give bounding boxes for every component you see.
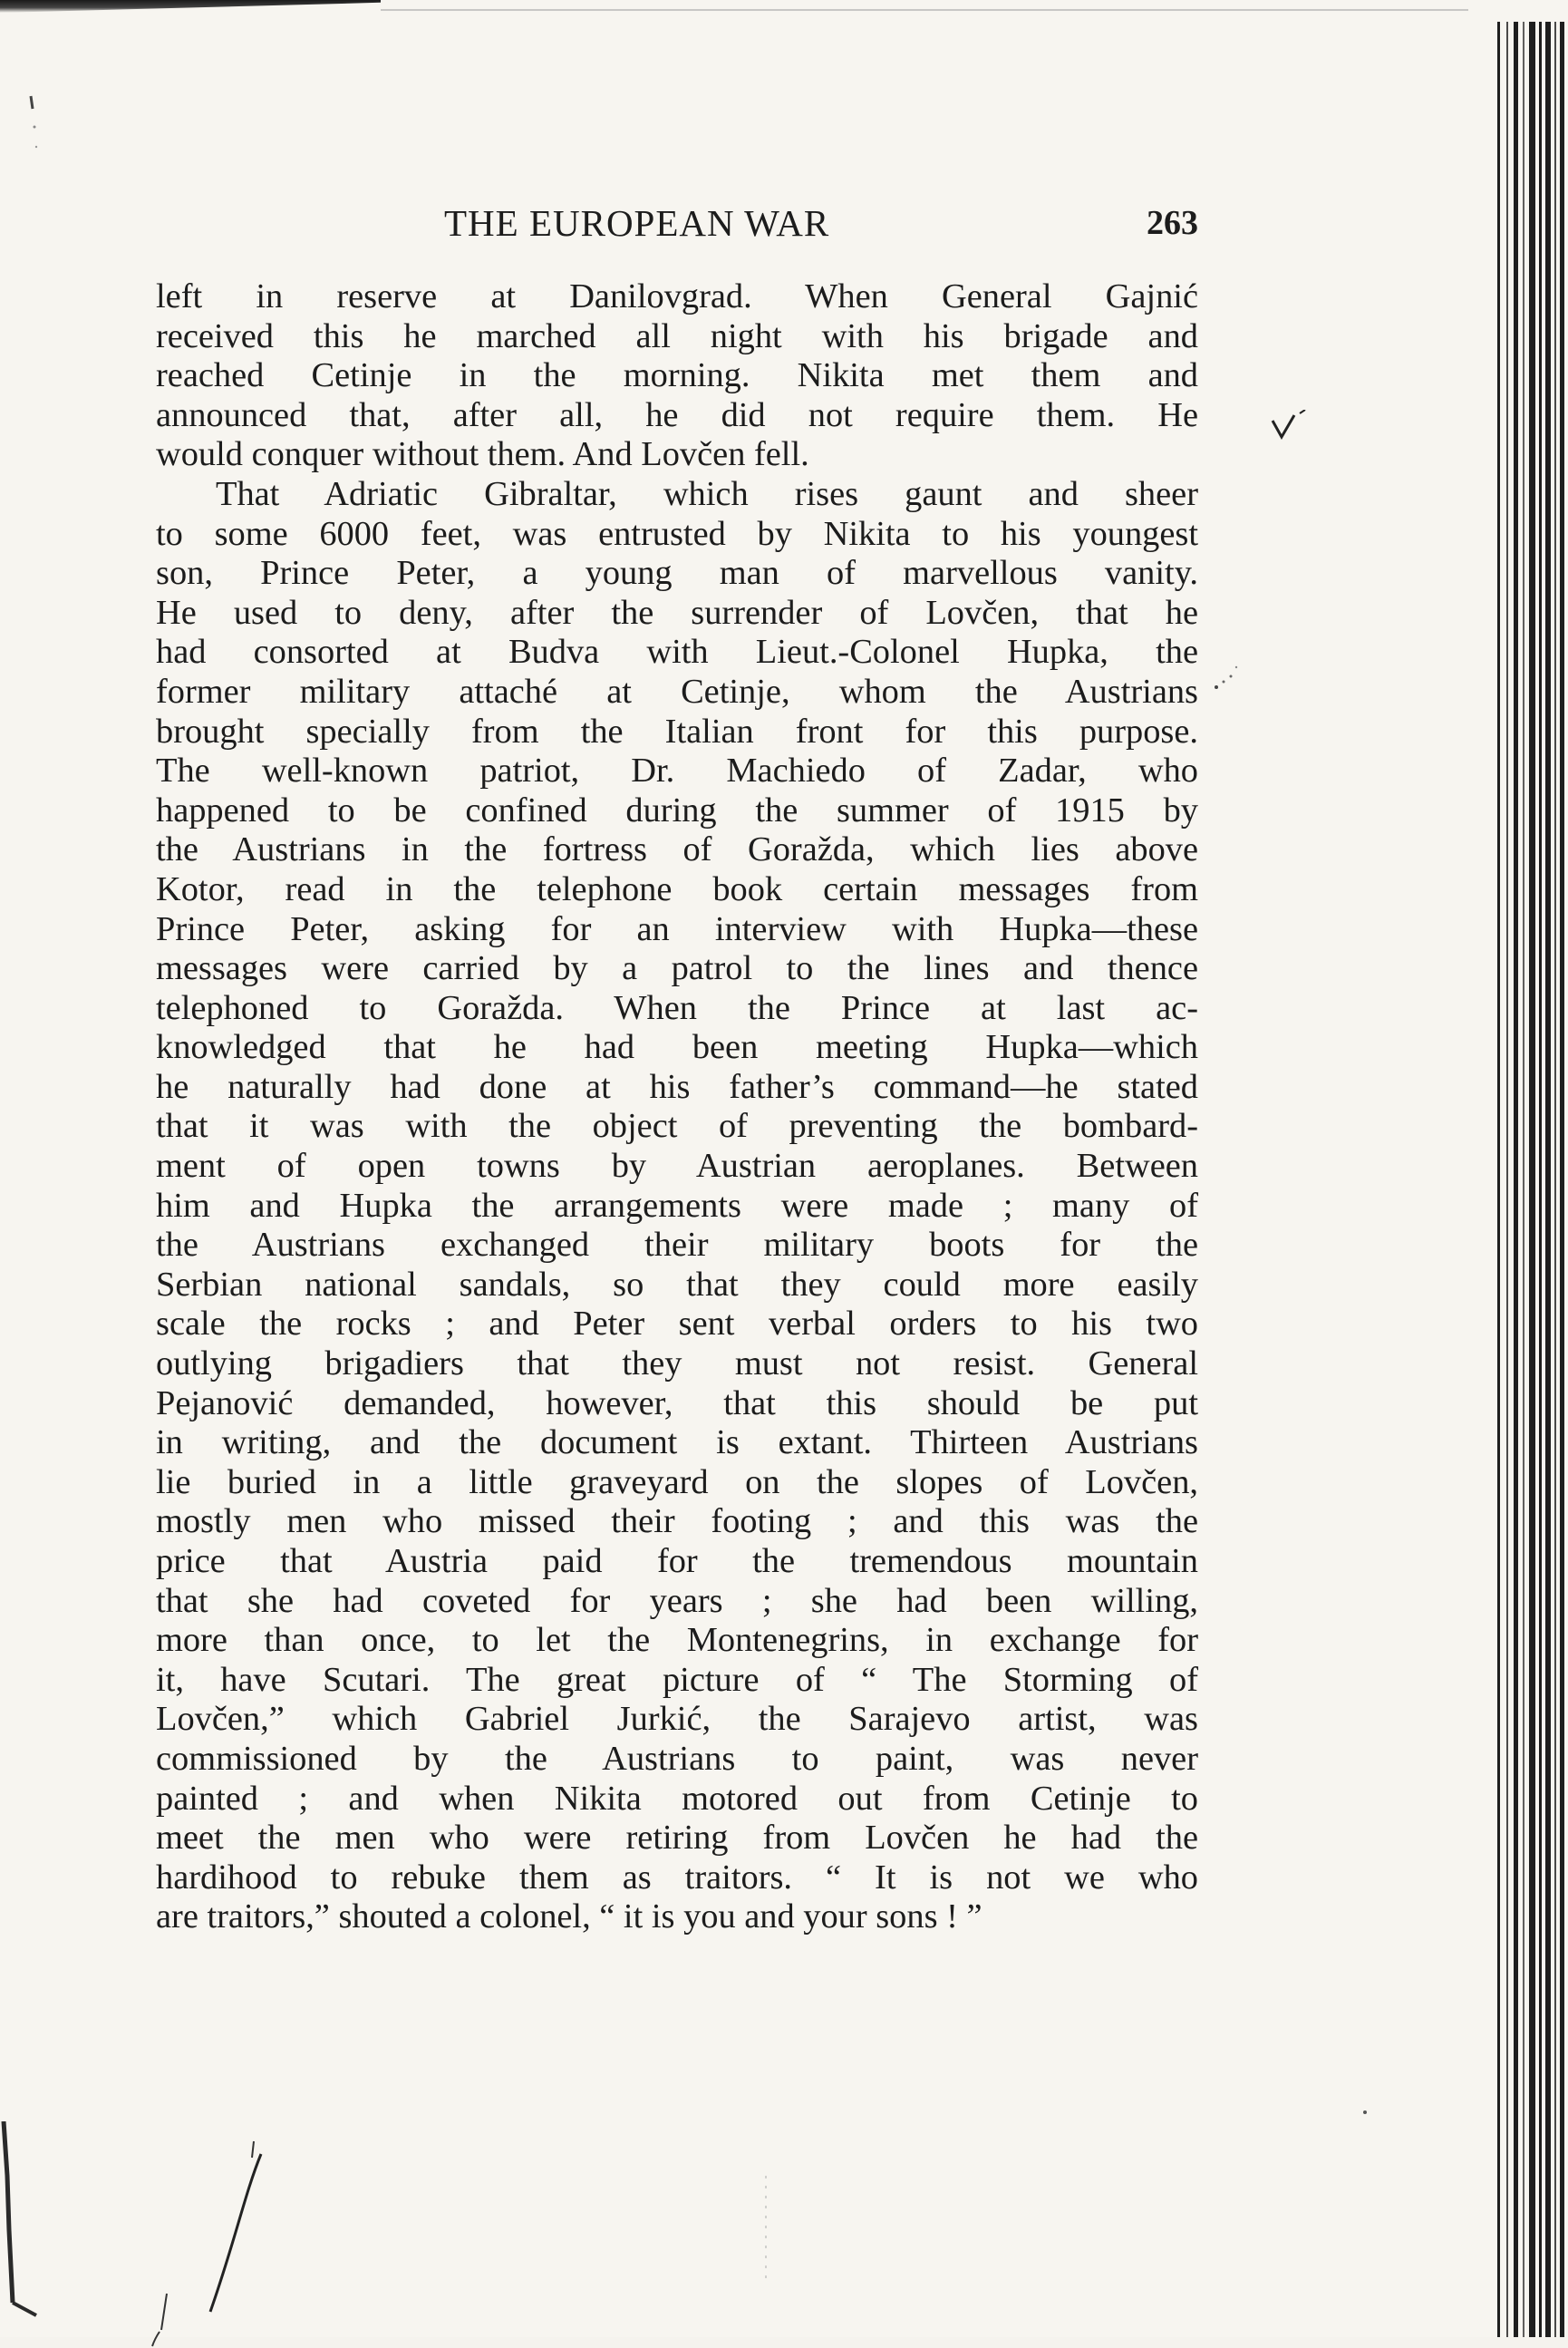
text-line: that she had coveted for years ; she had been willing, [156,1581,1198,1620]
text-line: Pejanović demanded, however, that this should be put [156,1383,1198,1422]
text-line: announced that, after all, he did not require them. He [156,395,1198,434]
margin-smudge-icon [0,2121,54,2330]
text-line: he naturally had done at his father’s command—he stated [156,1067,1198,1106]
text-line: commissioned by the Austrians to paint, was never [156,1739,1198,1778]
text-line: That Adriatic Gibraltar, which rises gaunt and sheer [216,474,1198,513]
margin-speck-icon [1360,2103,1370,2121]
pencil-stroke-icon [145,2139,281,2348]
text-line: Lovčen,” which Gabriel Jurkić, the Sarajevo artist, was [156,1700,1198,1739]
text-line: former military attaché at Cetinje, whom the Austrians [156,672,1198,711]
margin-speck-icon [1211,660,1244,696]
text-line: more than once, to let the Montenegrins, in exchange for [156,1621,1198,1660]
text-line: Prince Peter, asking for an interview with Hupka—these [156,909,1198,948]
text-line: reached Cetinje in the morning. Nikita met them and [156,356,1198,395]
body-text [156,277,1198,1937]
text-line: son, Prince Peter, a young man of marvellous vanity. [156,554,1198,593]
text-line: the Austrians exchanged their military boots for the [156,1226,1198,1265]
text-line: price that Austria paid for the tremendous mountain [156,1542,1198,1580]
text-line: him and Hupka the arrangements were made ; many of [156,1186,1198,1225]
scan-edge-line [381,9,1468,11]
text-line: painted ; and when Nikita motored out from Cetinje to [156,1779,1198,1818]
text-line: received this he marched all night with his brigade and [156,316,1198,355]
margin-speck-icon [25,91,44,163]
running-head: THE EUROPEAN WAR [444,202,830,244]
text-line: The well-known patriot, Dr. Machiedo of Zadar, who [156,752,1198,791]
text-line: lie buried in a little graveyard on the slopes of Lovčen, [156,1462,1198,1501]
page-number: 263 [1147,204,1198,242]
text-line: are traitors,” shouted a colonel, “ it is you and your sons ! ” [156,1897,982,1936]
text-line: messages were carried by a patrol to the lines and thence [156,949,1198,988]
text-line: in writing, and the document is extant. Thirteen Austrians [156,1423,1198,1462]
text-line: knowledged that he had been meeting Hupka—which [156,1028,1198,1067]
margin-tick-icon [1269,410,1309,446]
text-line: mostly men who missed their footing ; and this was the [156,1502,1198,1541]
text-line: scale the rocks ; and Peter sent verbal orders to his two [156,1305,1198,1344]
text-line: would conquer without them. And Lovčen fell. [156,435,809,474]
page-header [156,201,1198,256]
page-binding-edge [1497,22,1568,2337]
text-line: hardihood to rebuke them as traitors. “ It is not we who [156,1858,1198,1897]
text-line: had consorted at Budva with Lieut.-Colonel Hupka, the [156,633,1198,672]
text-line: it, have Scutari. The great picture of “ The Storming of [156,1660,1198,1699]
text-line: brought specially from the Italian front for this purpose. [156,712,1198,751]
margin-speck-icon [761,2176,770,2285]
text-line: telephoned to Goražda. When the Prince at last ac- [156,988,1198,1027]
scan-edge-shadow [0,0,381,13]
text-line: ment of open towns by Austrian aeroplanes. Between [156,1147,1198,1186]
text-line: left in reserve at Danilovgrad. When General Gajnić [156,277,1198,315]
text-line: Kotor, read in the telephone book certain messages from [156,869,1198,908]
text-line: the Austrians in the fortress of Goražda, which lies above [156,830,1198,869]
text-line: meet the men who were retiring from Lovčen he had the [156,1819,1198,1858]
text-line: outlying brigadiers that they must not resist. General [156,1344,1198,1383]
text-line: He used to deny, after the surrender of Lovčen, that he [156,593,1198,632]
text-line: Serbian national sandals, so that they could more easily [156,1265,1198,1304]
text-line: to some 6000 feet, was entrusted by Nikita to his youngest [156,514,1198,553]
text-line: that it was with the object of preventing the bombard- [156,1107,1198,1146]
text-line: happened to be confined during the summer of 1915 by [156,791,1198,830]
